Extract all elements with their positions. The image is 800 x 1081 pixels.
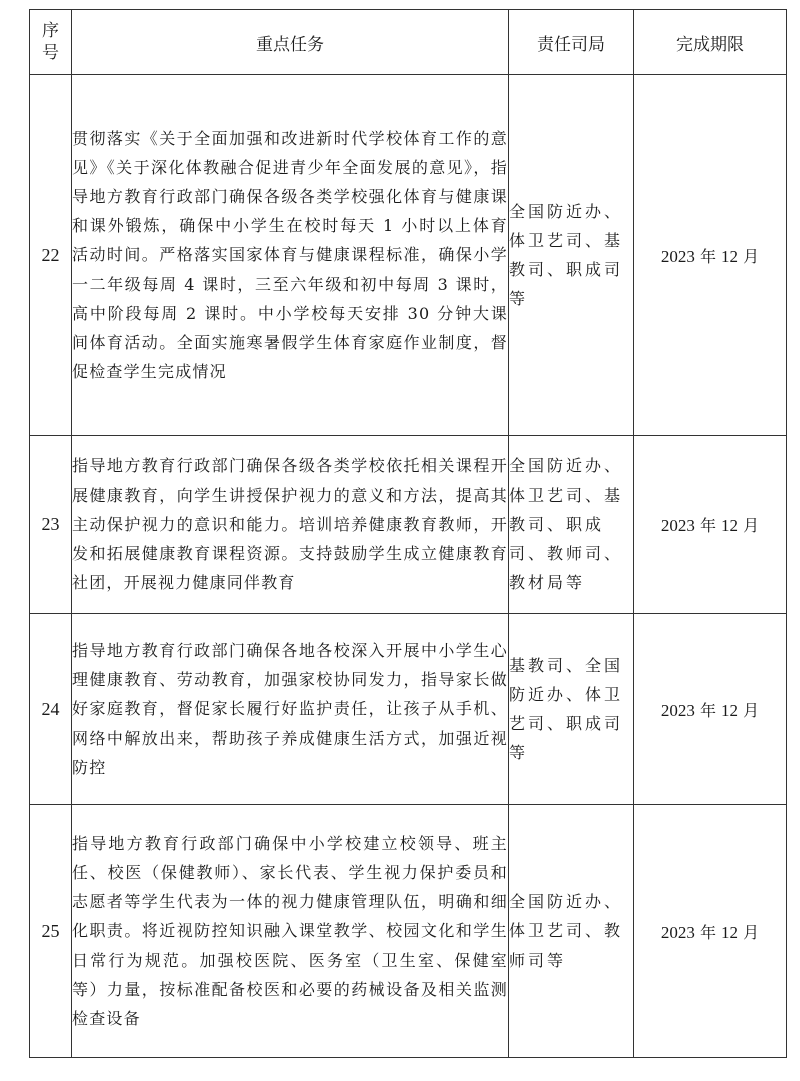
row-deadline	[634, 75, 787, 436]
row-task: 指导地方教育行政部门确保各地各校深入开展中小学生心理健康教育、劳动教育，加强家校协同发力，指导家长做好家庭教育，督促家长履行好监护责任，让孩子从手机、网络中解放出来，帮助孩子养成健康生活方式，加强近视防控	[72, 614, 509, 805]
deadline-month: 12	[721, 922, 739, 942]
header-row	[30, 10, 787, 75]
deadline-year: 2023	[660, 246, 695, 266]
deadline-year: 2023	[660, 700, 695, 720]
deadline-year-unit: 年	[699, 516, 716, 535]
header-serial-no-line1: 序	[42, 21, 59, 41]
header-serial-no-line2: 号	[42, 43, 59, 63]
row-deadline	[634, 436, 787, 614]
deadline-year: 2023	[660, 516, 695, 535]
deadline-month-unit: 月	[743, 700, 760, 720]
table-row	[30, 436, 787, 614]
table-row	[30, 614, 787, 805]
header-key-task: 重点任务	[72, 10, 509, 75]
header-responsible-dept: 责任司局	[509, 10, 634, 75]
deadline-year: 2023	[660, 922, 695, 942]
row-number: 23	[30, 436, 72, 614]
deadline-year-unit: 年	[699, 922, 716, 942]
deadline-year-unit: 年	[699, 246, 716, 266]
table-row	[30, 75, 787, 436]
deadline-month: 12	[721, 516, 739, 535]
row-task: 指导地方教育行政部门确保中小学校建立校领导、班主任、校医（保健教师）、家长代表、学生视力保护委员和志愿者等学生代表为一体的视力健康管理队伍，明确和细化职责。将近视防控知识融入课堂教学、校园文化和学生日常行为规范。加强校医院、医务室（卫生室、保健室等）力量，按标准配备校医和必要的药械设备及相关监测检查设备	[72, 805, 509, 1058]
row-task: 贯彻落实《关于全面加强和改进新时代学校体育工作的意见》《关于深化体教融合促进青少年全面发展的意见》，指导地方教育行政部门确保各级各类学校强化体育与健康课和课外锻炼，确保中小学生在校时每天 1 小时以上体育活动时间。严格落实国家体育与健康课程标准，确保小学一二年级每周 4 课时，三至六年级和初中每周 3 课时，高中阶段每周 2 课时。中小学校每天安排 30 分钟大课间体育活动。全面实施寒暑假学生体育家庭作业制度，督促检查学生完成情况	[72, 75, 509, 436]
deadline-month-unit: 月	[743, 516, 760, 535]
deadline-month-unit: 月	[743, 246, 760, 266]
header-serial-no	[30, 10, 72, 75]
row-dept: 全国防近办、体卫艺司、基教司、职成司、教师司、教材局等	[509, 436, 634, 614]
deadline-year-unit: 年	[699, 700, 716, 720]
deadline-month: 12	[721, 700, 739, 720]
row-deadline	[634, 614, 787, 805]
deadline-month: 12	[721, 246, 739, 266]
task-table	[29, 9, 787, 1058]
deadline-month-unit: 月	[743, 922, 760, 942]
row-dept: 基教司、全国防近办、体卫艺司、职成司等	[509, 614, 634, 805]
row-deadline	[634, 805, 787, 1058]
table-row	[30, 805, 787, 1058]
row-dept: 全国防近办、体卫艺司、基教司、职成司等	[509, 75, 634, 436]
row-dept: 全国防近办、体卫艺司、教师司等	[509, 805, 634, 1058]
row-number: 25	[30, 805, 72, 1058]
row-number: 24	[30, 614, 72, 805]
header-deadline: 完成期限	[634, 10, 787, 75]
row-task: 指导地方教育行政部门确保各级各类学校依托相关课程开展健康教育，向学生讲授保护视力的意义和方法，提高其主动保护视力的意识和能力。培训培养健康教育教师，开发和拓展健康教育课程资源。支持鼓励学生成立健康教育社团，开展视力健康同伴教育	[72, 436, 509, 614]
row-number: 22	[30, 75, 72, 436]
